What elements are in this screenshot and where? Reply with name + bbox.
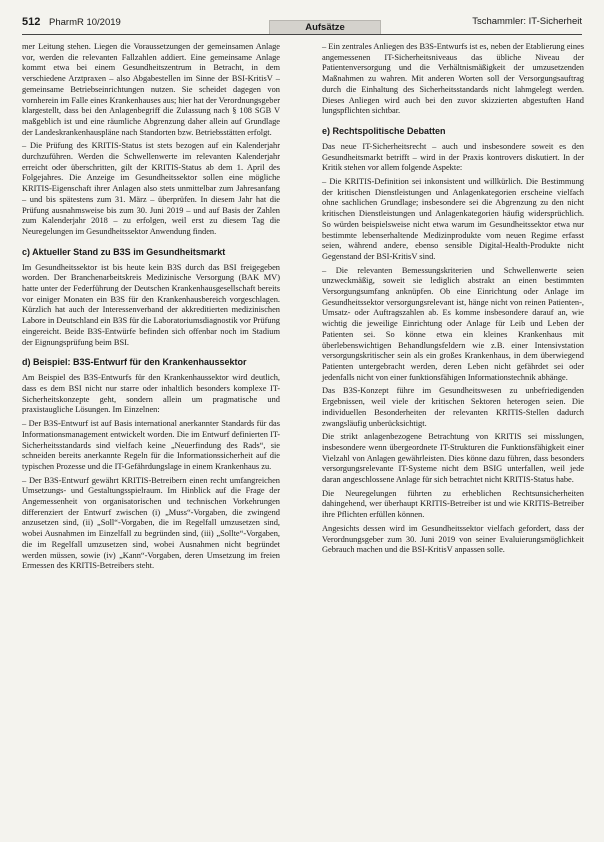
running-title: Tschammler: IT-Sicherheit	[472, 16, 582, 27]
section-tab: Aufsätze	[269, 20, 381, 35]
paragraph: Die Neuregelungen führten zu erheblichen Rechtsunsicherheiten dahingehend, wer überhaupt KRITIS-Betreiber ist und wie KRITIS-Betreiber ihre Pflichten erfüllen können.	[322, 488, 584, 520]
right-column	[322, 42, 584, 559]
list-item: – Die Prüfung des KRITIS-Status ist stets bezogen auf ein Kalenderjahr durchzuführen. Werden die Schwellenwerte im relevanten Kalenderjahr erreicht oder überschritten, gilt der KRITIS-Status ab dem 1. April des Folgejahres. Die Anzeige im Gesundheitssektor sollen eine mögliche KRITIS-Eigenschaft ihrer Anlagen also stets unmittelbar zum Jahresanfang – und bis spätestens zum 31. März – überprüfen. In diesem Jahr hat die Prüfung ausnahmsweise bis zum 30. Juni 2019 – und auf Basis der Zahlen zum Kalenderjahr 2018 – zu erfolgen, weil erst zu diesem Tag die Neuregelungen im Gesundheitssektor Anwendung finden.	[22, 141, 280, 236]
paragraph: Das B3S-Konzept führe im Gesundheitswesen zu unbefriedigenden Ergebnissen, weil viele der kritischen Sektoren heterogen seien. Die individuellen Besonderheiten der relevanten KRITIS-Stellen dadurch zwangsläufig unberücksichtigt.	[322, 386, 584, 428]
list-item: – Die relevanten Bemessungskriterien und Schwellenwerte seien unzweckmäßig, soweit sie lediglich abstrakt an einen bestimmten Versorgungsumfang anknüpfen. Ob eine Einrichtung oder Anlage im Gesundheitssektor versorgungsrelevant ist, hänge nicht von reinen Patienten-, Umsatz- oder Auftragszahlen ab. Es komme insbesondere darauf an, wie wichtig die jeweilige Einrichtung oder Anlage für Leib und Leben der Patienten sei. So könne etwa ein kleines Krankenhaus mit überlebenswichtigen Behandlungsfeldern wie z.B. einer Intensivstation versorgungskritischer sein als ein großes Krankenhaus, in dem überwiegend Patienten untergebracht werden, deren Leben nicht gefährdet sei oder jedenfalls nicht von einer funktionsfähigen Informationstechnik abhänge.	[322, 265, 584, 382]
paragraph: Im Gesundheitssektor ist bis heute kein B3S durch das BSI freigegeben worden. Der Branchenarbeitskreis Medizinische Versorgung (BAK MV) hatte unter der Federführung der Deutschen Krankenhausgesellschaft bereits vor einiger Monaten ein B3S für den Krankenhausbereich vorgeschlagen. Kürzlich hat auch der Interessenverband der akkreditierten medizinischen Labore in Deutschland ein B3S für die Laboratoriumsdiagnostik vor Prüfung eingereicht. Beide B3S-Entwürfe befinden sich offenbar noch im Stadium der Eignungsprüfung beim BSI.	[22, 262, 280, 347]
paragraph: Das neue IT-Sicherheitsrecht – auch und insbesondere soweit es den Gesundheitsmarkt betrifft – wird in der Praxis kontrovers diskutiert. In der Kritik stehen vor allem folgende Aspekte:	[322, 141, 584, 173]
list-item: – Der B3S-Entwurf ist auf Basis international anerkannter Standards für das Informationsmanagement entwickelt worden. Die im Entwurf definierten IT-Sicherheitsstandards sind vielfach keine „Neuerfindung des Rads“, sie schneiden bereits anerkannte Regeln für die Informationssicherheit auf die typischen Prozesse und die IT-Gefährdungslage in einem Krankenhaus zu.	[22, 419, 280, 471]
list-item: – Die KRITIS-Definition sei inkonsistent und willkürlich. Die Bestimmung der kritischen Dienstleistungen und Anlagenkategorien erscheine vielfach ohne sachlichen Grundlage; insbesondere sei die Abgrenzung zu den nicht kritischen Dienstleistungen und Anlagenkategorien häufig widersprüchlich. So würden beispielsweise nicht etwa warum im Gesundheitssektor etwa nur bestimmte lebenserhaltende Medizinprodukte vom neuen Regime erfasst seien, während andere, ebenso sensible Digital-Health-Produkte nicht Gegenstand der BSI-KritisV sind.	[322, 177, 584, 261]
paragraph: mer Leitung stehen. Liegen die Voraussetzungen der gemeinsamen Anlage vor, werden die relevanten Fallzahlen addiert. Eine gemeinsame Anlage kommt etwa bei einem Gesundheitszentrum in Betracht, in dem verschiedene Arztpraxen – also Abgabestellen im Sinne der BSI-KritisV – gemeinsame Betriebseinrichtungen nutzen. Sie scheidet dagegen von vornherein im Falle eines Krankenhauses aus; hier hat der Verordnungsgeber klargestellt, dass bei den Anlagenbegriff die Zulassung nach § 108 SGB V maßgeblich ist und eine räumliche Abgrenzung daher allein auf Grundlage der Landeskrankenhauspläne nach Standorten bzw. Betriebsstätten erfolgt.	[22, 42, 280, 137]
section-heading-d: d) Beispiel: B3S-Entwurf für den Krankenhaussektor	[22, 357, 247, 368]
list-item: – Der B3S-Entwurf gewährt KRITIS-Betreibern einen recht umfangreichen Umsetzungs- und Gestaltungsspielraum. Im Hinblick auf die Frage der Angemessenheit von organisatorischen und technischen Vorkehrungen differenziert der Entwurf zwischen (i) „Muss“-Vorgaben, die zwingend anzusetzen sind, (ii) „Soll“-Vorgaben, die im Regelfall umzusetzen sind, wobei Ausnahmen im Einzelfall zu begründen sind, (iii) „Sollte“-Vorgaben, die im Regelfall umzusetzen sind, wobei Ausnahmen nicht begründet werden müssen, sowie (iv) „Kann“-Vorgaben, deren Umsetzung im freien Ermessen des KRITIS-Betreibers steht.	[22, 475, 280, 571]
page-number: 512	[22, 16, 41, 28]
section-heading-e: e) Rechtspolitische Debatten	[322, 125, 446, 136]
journal-issue: PharmR 10/2019	[49, 17, 121, 28]
paragraph: Die strikt anlagenbezogene Betrachtung von KRITIS sei misslungen, insbesondere wenn übergeordnete IT-Strukturen die Funktionsfähigkeit einer Vielzahl von Anlagen gewährleisten. Dies könne dazu führen, dass besonders versorgungsrelevante IT-Systeme nicht dem BSIG unterfallen, weil jede daran angeschlossene Anlage für sich betrachtet nicht KRITIS-Status habe.	[322, 432, 584, 485]
header-rule	[22, 34, 582, 35]
left-column	[22, 42, 280, 575]
header-left	[22, 16, 121, 28]
paragraph: Am Beispiel des B3S-Entwurfs für den Krankenhaussektor wird deutlich, dass es dem BSI nicht nur starre oder inhaltlich besonders komplexe IT-Sicherheitskonzepte geht, sondern allein um pragmatische und praxistaugliche Lösungen. Im Einzelnen:	[22, 373, 280, 415]
list-item: – Ein zentrales Anliegen des B3S-Entwurfs ist es, neben der Etablierung eines angemessenen IT-Sicherheitsniveaus das übliche Niveau der Patientenversorgung und die Verhältnismäßigkeit der umzusetzenden Maßnahmen zu wahren. Mit anderen Worten soll der Versorgungsauftrag durch die Einhaltung des Sicherheitsstandards nicht lahmgelegt werden. Dieses Anliegen wird auch bei den zuvor skizzierten abgestuften Hand lungspflichten sichtbar.	[322, 42, 584, 116]
section-heading-c: c) Aktueller Stand zu B3S im Gesundheitsmarkt	[22, 246, 226, 257]
paragraph: Angesichts dessen wird im Gesundheitssektor vielfach gefordert, dass der Verordnungsgeber zum 30. Juni 2019 von seiner Evaluierungsmöglichkeit Gebrauch machen und die BSI-KritisV anpassen solle.	[322, 523, 584, 555]
page-header	[22, 8, 582, 34]
